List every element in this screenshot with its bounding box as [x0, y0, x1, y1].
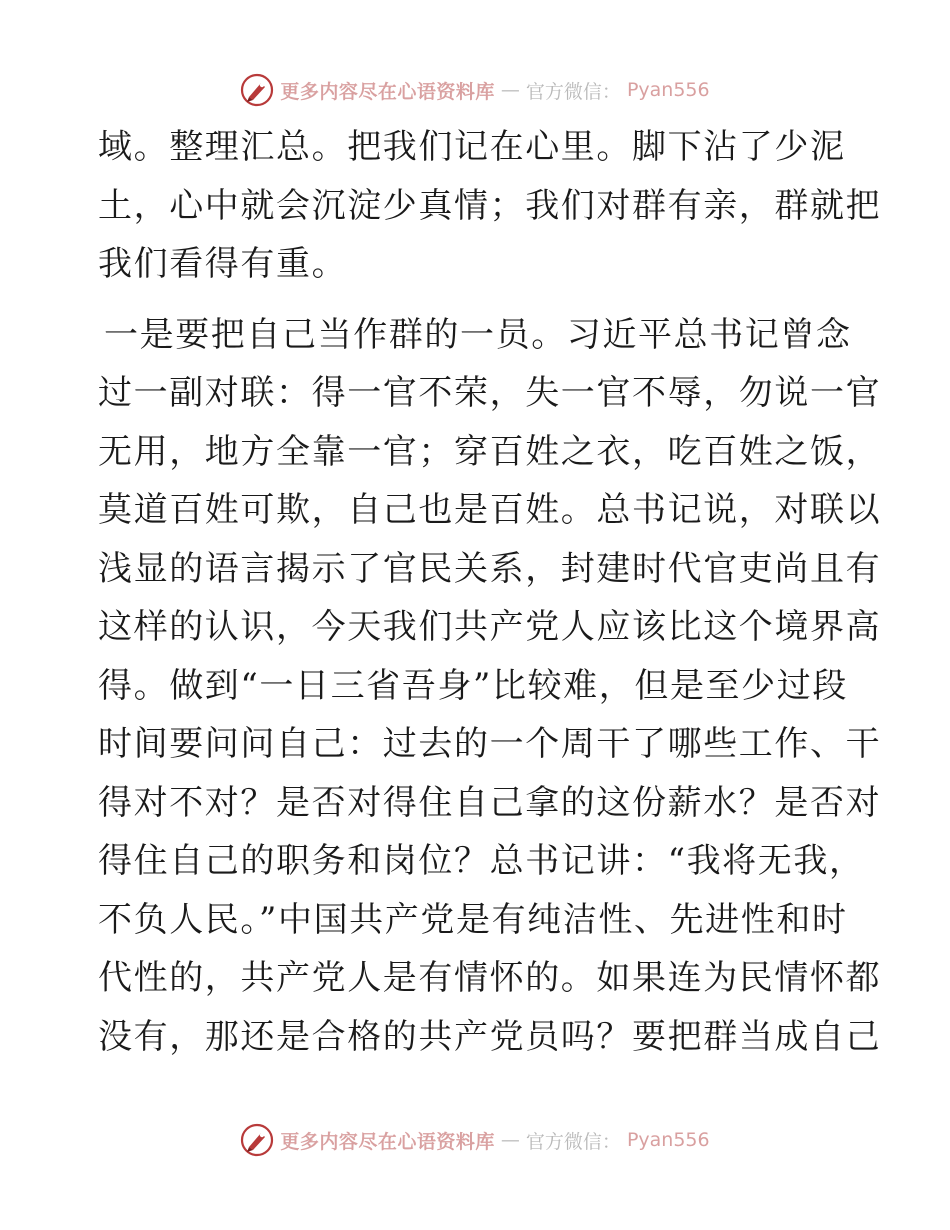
text-line: 不负人民。”中国共产党是有纯洁性、先进性和时: [98, 899, 848, 940]
text-line: 一是要把自己当作群的一员。习近平总书记曾念: [104, 314, 852, 355]
text-line: 土，心中就会沉淀少真情；我们对群有亲，群就把: [98, 185, 882, 226]
banner-side-text: 官方微信：: [525, 1130, 621, 1153]
header-banner: [0, 68, 950, 112]
pen-logo-icon: [240, 1123, 274, 1157]
text-line: 过一副对联：得一官不荣，失一官不辱，勿说一官: [98, 373, 882, 413]
text-line: 得住自己的职务和岗位？总书记讲：“我将无我，: [98, 841, 865, 881]
banner-side-text: 官方微信：: [525, 80, 621, 103]
text-line: 莫道百姓可欺，自己也是百姓。总书记说，对联以: [98, 490, 882, 530]
text-line: 域。整理汇总。把我们记在心里。脚下沾了少泥: [98, 127, 846, 167]
paragraph-gap: [98, 294, 850, 306]
banner-main-text: 更多内容尽在心语资料库: [280, 80, 495, 103]
banner-main-text: 更多内容尽在心语资料库: [280, 1130, 495, 1153]
banner-wechat-id: Pyan556: [626, 79, 710, 101]
paragraph-1: [98, 118, 882, 294]
pen-logo-icon: [240, 73, 274, 107]
banner-separator: —: [500, 79, 520, 101]
text-line: 得。做到“一日三省吾身”比较难，但是至少过段: [98, 665, 848, 706]
text-line: 我们看得有重。: [98, 244, 348, 284]
paragraph-2: [98, 306, 882, 1067]
banner-wechat-id: Pyan556: [626, 1129, 710, 1151]
text-line: 得对不对？是否对得住自己拿的这份薪水？是否对: [98, 782, 882, 823]
footer-banner: [0, 1118, 950, 1162]
text-line: 没有，那还是合格的共产党员吗？要把群当成自己: [98, 1016, 882, 1057]
text-line: 无用，地方全靠一官；穿百姓之衣，吃百姓之饭，: [98, 431, 882, 472]
text-line: 这样的认识，今天我们共产党人应该比这个境界高: [98, 607, 882, 647]
document-body: [98, 118, 882, 1066]
banner-separator: —: [500, 1129, 520, 1151]
text-line: 浅显的语言揭示了官民关系，封建时代官吏尚且有: [98, 548, 882, 589]
text-line: 时间要问问自己：过去的一个周干了哪些工作、干: [98, 724, 882, 764]
text-line: 代性的，共产党人是有情怀的。如果连为民情怀都: [98, 958, 882, 998]
